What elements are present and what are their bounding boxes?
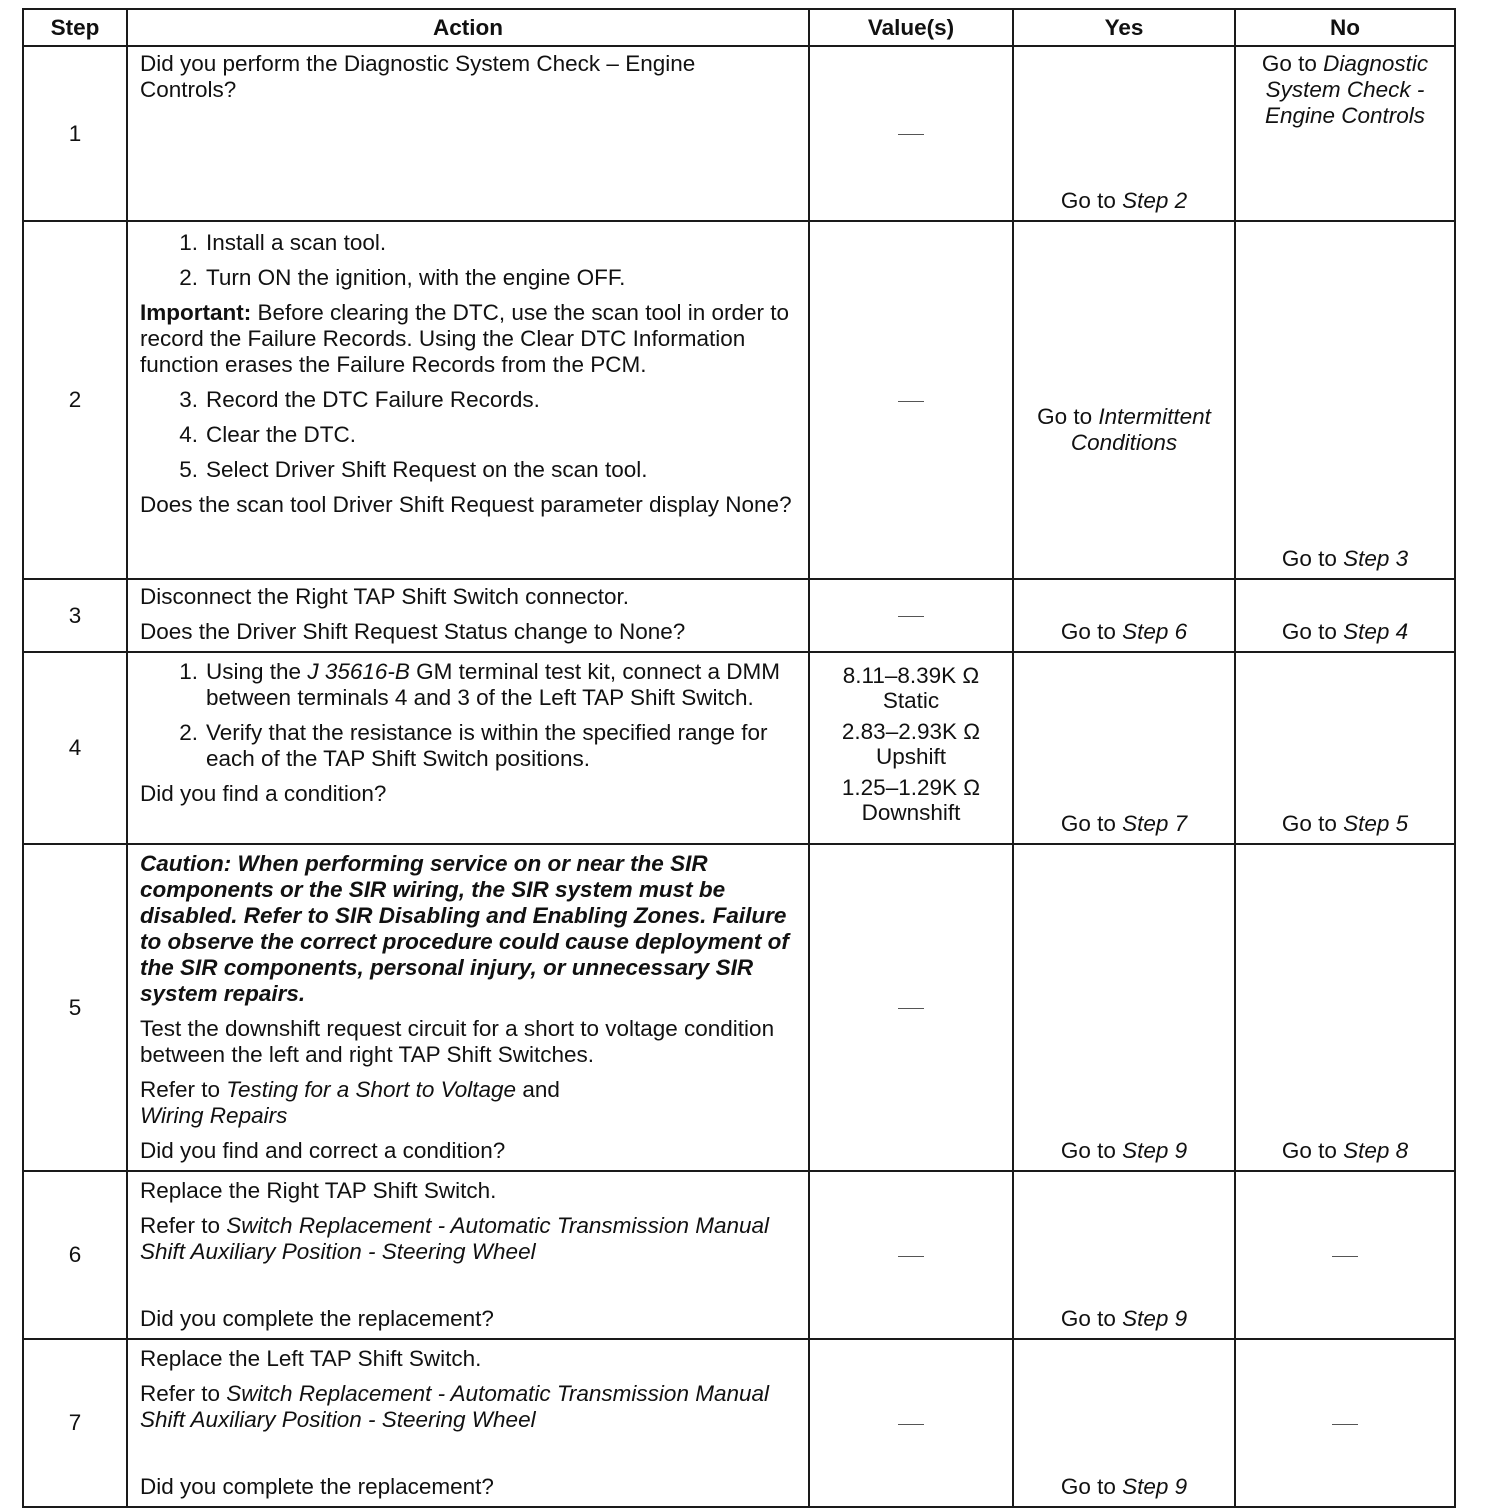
- action-text: Did you perform the Diagnostic System Check – Engine Controls?: [140, 51, 696, 102]
- table-row: [23, 579, 1455, 652]
- no-link[interactable]: Step 5: [1343, 811, 1409, 836]
- values-cell: [809, 1171, 1013, 1339]
- diagnostic-table: [22, 8, 1456, 1508]
- header-no: No: [1235, 9, 1455, 46]
- dash: [898, 1008, 924, 1009]
- no-cell: [1235, 1339, 1455, 1507]
- yes-cell[interactable]: Go to Step 7: [1013, 652, 1235, 844]
- caution-note: Caution: When performing service on or near the SIR components or the SIR wiring, the SIR system must be disabled. Refer to SIR Disabling and Enabling Zones. Failure to observe the correct procedure could cause deployment of the SIR components, personal injury, or unnecessary SIR system repairs.: [140, 851, 789, 1006]
- action-question: Does the Driver Shift Request Status change to None?: [140, 619, 686, 644]
- header-row: [23, 9, 1455, 46]
- values-cell: [809, 221, 1013, 579]
- action-question: Did you complete the replacement?: [140, 1474, 494, 1499]
- yes-cell[interactable]: Go to Step 9: [1013, 1339, 1235, 1507]
- yes-link[interactable]: Step 9: [1122, 1306, 1188, 1331]
- header-action: Action: [127, 9, 809, 46]
- list-item: 1. Using the J 35616-B GM terminal test kit, connect a DMM between terminals 4 and 3 of the Left TAP Shift Switch.: [179, 659, 780, 710]
- refer-text: Refer to Switch Replacement - Automatic Transmission Manual Shift Auxiliary Position - Steering Wheel: [140, 1213, 769, 1264]
- no-prefix: Go to: [1261, 51, 1324, 76]
- values-cell: [809, 652, 1013, 844]
- step-number: 3: [23, 579, 127, 652]
- dash: [898, 134, 924, 135]
- refer-text: Refer to Testing for a Short to Voltage and Wiring Repairs: [140, 1077, 560, 1128]
- no-cell: [1235, 1171, 1455, 1339]
- table-row: [23, 652, 1455, 844]
- no-link[interactable]: Step 4: [1343, 619, 1409, 644]
- yes-cell[interactable]: Go to Intermittent Conditions: [1013, 221, 1235, 579]
- header-step: Step: [23, 9, 127, 46]
- yes-cell[interactable]: Go to Step 6: [1013, 579, 1235, 652]
- step-number: 5: [23, 844, 127, 1171]
- table-row: [23, 46, 1455, 221]
- dash: [898, 1424, 924, 1425]
- table-row: [23, 1171, 1455, 1339]
- refer-text: Refer to Switch Replacement - Automatic Transmission Manual Shift Auxiliary Position - Steering Wheel: [140, 1381, 769, 1432]
- table-row: [23, 844, 1455, 1171]
- action-cell: [127, 1171, 809, 1339]
- yes-cell[interactable]: Go to Step 9: [1013, 1171, 1235, 1339]
- yes-link[interactable]: Step 9: [1122, 1138, 1188, 1163]
- yes-link[interactable]: Step 7: [1122, 811, 1188, 836]
- value-upshift: 2.83–2.93K Ω Upshift: [841, 719, 981, 769]
- step-number: 2: [23, 221, 127, 579]
- values-cell: [809, 1339, 1013, 1507]
- no-cell[interactable]: Go to Step 5: [1235, 652, 1455, 844]
- action-question: Does the scan tool Driver Shift Request parameter display None?: [140, 492, 792, 517]
- list-item: 1. Install a scan tool.: [179, 230, 387, 255]
- action-cell: [127, 1339, 809, 1507]
- action-text: Replace the Left TAP Shift Switch.: [140, 1346, 482, 1371]
- yes-prefix: Go to: [1060, 188, 1123, 213]
- action-question: Did you find a condition?: [140, 781, 387, 806]
- action-cell: [127, 579, 809, 652]
- action-cell: [127, 221, 809, 579]
- important-note: Important: Before clearing the DTC, use the scan tool in order to record the Failure Records. Using the Clear DTC Information function erases the Failure Records from the PCM.: [140, 300, 790, 377]
- action-question: Did you find and correct a condition?: [140, 1138, 506, 1163]
- table-row: [23, 1339, 1455, 1507]
- value-downshift: 1.25–1.29K Ω Downshift: [841, 775, 981, 825]
- action-question: Did you complete the replacement?: [140, 1306, 494, 1331]
- step-number: 7: [23, 1339, 127, 1507]
- values-cell: [809, 844, 1013, 1171]
- header-values: Value(s): [809, 9, 1013, 46]
- table-row: [23, 221, 1455, 579]
- no-cell[interactable]: [1235, 46, 1455, 221]
- action-text: Disconnect the Right TAP Shift Switch connector.: [140, 584, 630, 609]
- list-item: 2. Turn ON the ignition, with the engine OFF.: [179, 265, 626, 290]
- list-item: 5. Select Driver Shift Request on the scan tool.: [179, 457, 648, 482]
- action-cell: [127, 844, 809, 1171]
- refer-link[interactable]: Testing for a Short to Voltage: [226, 1077, 517, 1102]
- header-yes: Yes: [1013, 9, 1235, 46]
- refer-link[interactable]: Wiring Repairs: [140, 1103, 288, 1128]
- no-link[interactable]: Step 3: [1343, 546, 1409, 571]
- action-text: Replace the Right TAP Shift Switch.: [140, 1178, 497, 1203]
- values-cell: [809, 46, 1013, 221]
- list-item: 3. Record the DTC Failure Records.: [179, 387, 540, 412]
- value-static: 8.11–8.39K Ω Static: [842, 663, 980, 713]
- yes-cell[interactable]: Go to Step 9: [1013, 844, 1235, 1171]
- yes-link[interactable]: Step 9: [1122, 1474, 1188, 1499]
- yes-link[interactable]: Step 2: [1122, 188, 1188, 213]
- values-cell: [809, 579, 1013, 652]
- no-cell[interactable]: Go to Step 8: [1235, 844, 1455, 1171]
- action-text: Test the downshift request circuit for a short to voltage condition between the left and right TAP Shift Switches.: [140, 1016, 775, 1067]
- dash: [1332, 1424, 1358, 1425]
- no-link[interactable]: Diagnostic System Check - Engine Controls: [1264, 51, 1429, 128]
- dash: [898, 1256, 924, 1257]
- dash: [898, 401, 924, 402]
- list-item: 4. Clear the DTC.: [179, 422, 357, 447]
- step-number: 1: [23, 46, 127, 221]
- no-link[interactable]: Step 8: [1343, 1138, 1409, 1163]
- diagnostic-table-page: [22, 8, 1454, 1508]
- no-cell[interactable]: Go to Step 3: [1235, 221, 1455, 579]
- refer-link[interactable]: Switch Replacement - Automatic Transmission Manual Shift Auxiliary Position - Steering Wheel: [140, 1381, 769, 1432]
- yes-link[interactable]: Step 6: [1122, 619, 1188, 644]
- dash: [898, 616, 924, 617]
- action-cell: [127, 652, 809, 844]
- yes-cell[interactable]: [1013, 46, 1235, 221]
- step-number: 4: [23, 652, 127, 844]
- no-cell[interactable]: Go to Step 4: [1235, 579, 1455, 652]
- action-cell: [127, 46, 809, 221]
- yes-link[interactable]: Intermittent Conditions: [1070, 404, 1211, 455]
- dash: [1332, 1256, 1358, 1257]
- refer-link[interactable]: Switch Replacement - Automatic Transmission Manual Shift Auxiliary Position - Steering Wheel: [140, 1213, 769, 1264]
- list-item: 2. Verify that the resistance is within the specified range for each of the TAP Shift Switch positions.: [179, 720, 768, 771]
- step-number: 6: [23, 1171, 127, 1339]
